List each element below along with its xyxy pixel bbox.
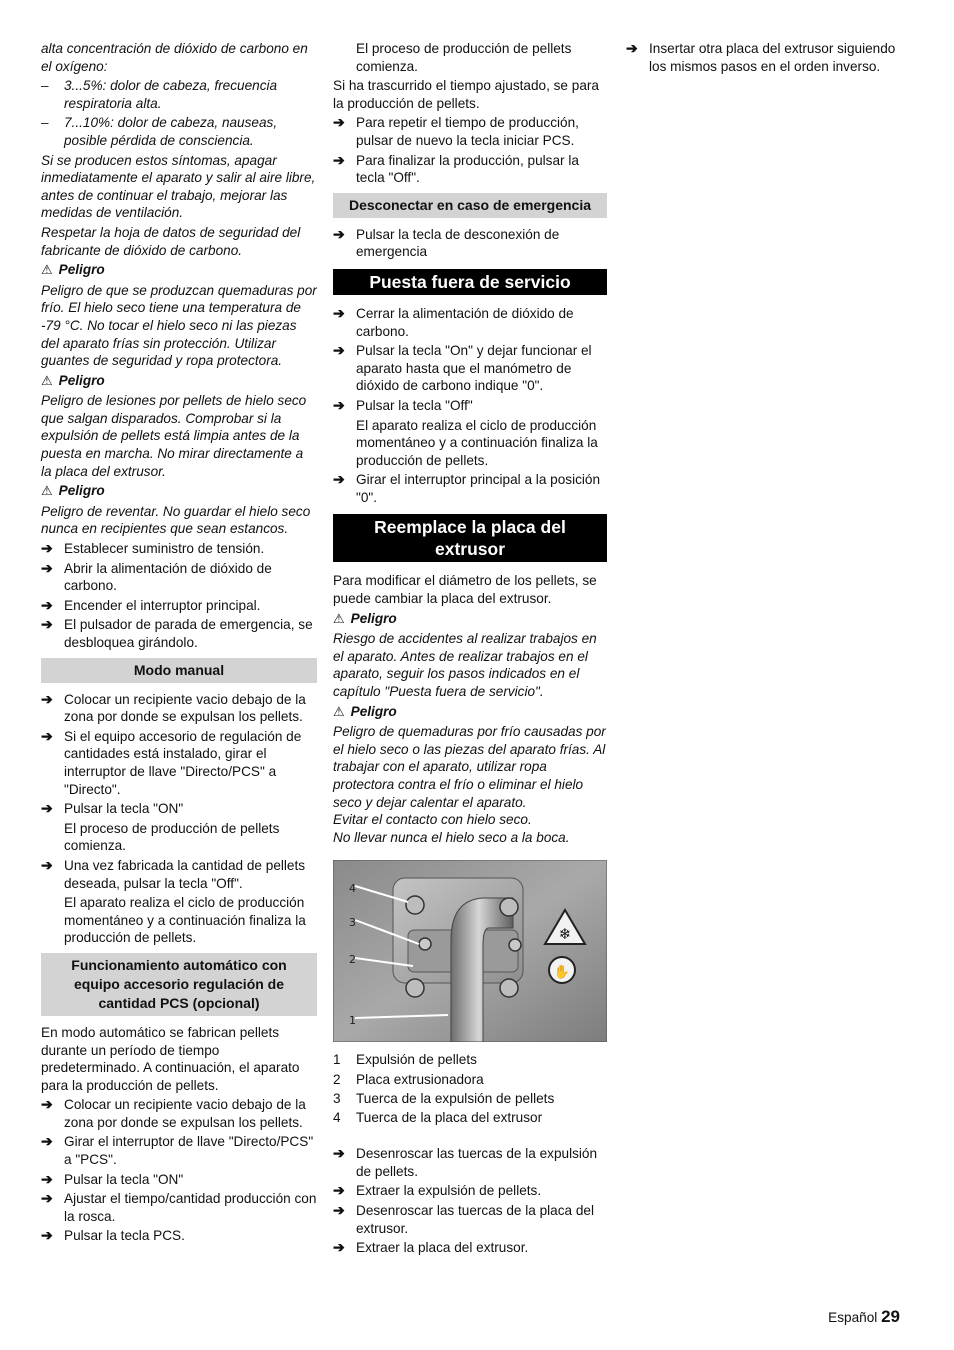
column-left — [41, 40, 317, 1247]
photo-label: 3 — [349, 916, 356, 930]
danger-text: Peligro de quemaduras por frío causadas por el hielo seco o las piezas del aparato frías. Al trabajar con el aparato, utilizar ropa protectora contra el frío o eliminar el hielo seco y dejar calentar el aparato. — [333, 724, 606, 810]
warning-triangle-icon: ⚠ — [41, 483, 53, 499]
arrow-right-icon: ➔ — [41, 616, 53, 633]
arrow-right-icon: ➔ — [333, 1239, 345, 1256]
svg-text:✋: ✋ — [553, 965, 571, 981]
step-item: ➔ Para finalizar la producción, pulsar la tecla "Off". — [333, 151, 579, 186]
step-item: ➔ Una vez fabricada la cantidad de pellets deseada, pulsar la tecla "Off". — [41, 856, 306, 891]
step-result: El proceso de producción de pellets comienza. — [64, 820, 280, 854]
step-item: ➔ Pulsar la tecla de desconexión de emergencia — [333, 225, 560, 260]
section-heading-auto: Funcionamiento automático con equipo accesorio regulación de cantidad PCS (opcional) — [41, 953, 317, 1016]
legend-item: 4 Tuerca de la placa del extrusor — [333, 1109, 543, 1125]
page-number: 29 — [881, 1307, 900, 1326]
arrow-right-icon: ➔ — [333, 342, 345, 359]
arrow-right-icon: ➔ — [41, 596, 53, 613]
step-item: ➔ Si el equipo accesorio de regulación de cantidades está instalado, girar el interruptor de llave "Directo/PCS" a "Directo". — [41, 727, 302, 797]
legend-item: 3 Tuerca de la expulsión de pellets — [333, 1090, 555, 1106]
step-result: El aparato realiza el ciclo de producción momentáneo y a continuación finaliza la producción de pellets. — [356, 417, 598, 468]
step-item: ➔ Pulsar la tecla "ON" — [41, 800, 184, 817]
arrow-right-icon: ➔ — [41, 727, 53, 744]
footer-language: Español — [828, 1310, 878, 1325]
arrow-right-icon: ➔ — [41, 1133, 53, 1150]
step-item: ➔ Pulsar la tecla PCS. — [41, 1227, 185, 1244]
step-item: ➔ Girar el interruptor principal a la posición "0". — [333, 471, 601, 505]
step-item: ➔ Pulsar la tecla "ON" — [41, 1170, 184, 1187]
step-item: ➔ Desenroscar las tuercas de la expulsión de pellets. — [333, 1145, 598, 1179]
step-item: ➔ El pulsador de parada de emergencia, se desbloquea girándolo. — [41, 616, 313, 650]
time-text: Si ha trascurrido el tiempo ajustado, se para la producción de pellets. — [333, 78, 599, 111]
arrow-right-icon: ➔ — [41, 690, 53, 707]
danger-extra: No llevar nunca el hielo seco a la boca. — [333, 829, 570, 845]
warning-triangle-icon: ⚠ — [41, 372, 53, 388]
step-item: ➔ Colocar un recipiente vacio debajo de la zona por donde se expulsan los pellets. — [41, 690, 306, 725]
step-item: ➔ Insertar otra placa del extrusor siguiendo los mismos pasos en el orden inverso. — [626, 40, 896, 74]
arrow-right-icon: ➔ — [41, 1227, 53, 1244]
auto-intro: En modo automático se fabrican pellets durante un período de tiempo predeterminado. A continuación, el aparato para la producción de pellets. — [41, 1024, 300, 1093]
arrow-right-icon: ➔ — [333, 225, 345, 242]
page-footer — [828, 1307, 900, 1327]
arrow-right-icon: ➔ — [333, 396, 345, 413]
danger-text: Riesgo de accidentes al realizar trabajos en el aparato. Antes de realizar trabajos en el aparato, seguir los pasos indicados en el capítulo "Puesta fuera de servicio". — [333, 631, 597, 700]
arrow-right-icon: ➔ — [41, 1096, 53, 1113]
step-item: ➔ Ajustar el tiempo/cantidad producción con la rosca. — [41, 1190, 317, 1224]
arrow-right-icon: ➔ — [41, 1190, 53, 1207]
danger-label: ⚠ Peligro — [41, 262, 105, 278]
step-item: ➔ Cerrar la alimentación de dióxido de carbono. — [333, 304, 574, 339]
step-result: El proceso de producción de pellets comienza. — [356, 41, 572, 74]
column-middle — [333, 40, 607, 1259]
step-item: ➔ Pulsar la tecla "Off" — [333, 396, 473, 413]
step-item: ➔ Desenroscar las tuercas de la placa del extrusor. — [333, 1201, 595, 1236]
section-heading-emergency: Desconectar en caso de emergencia — [333, 193, 607, 218]
arrow-right-icon: ➔ — [333, 114, 345, 131]
chapter-heading-replace: Reemplace la placa del extrusor — [333, 514, 607, 562]
replace-intro: Para modificar el diámetro de los pellets, se puede cambiar la placa del extrusor. — [333, 573, 597, 607]
step-result: El aparato realiza el ciclo de producción momentáneo y a continuación finaliza la producción de pellets. — [64, 895, 306, 946]
chapter-heading-shutdown: Puesta fuera de servicio — [333, 269, 607, 295]
step-item: ➔ Girar el interruptor de llave "Directo/PCS" a "PCS". — [41, 1133, 314, 1168]
photo-label: 4 — [349, 882, 356, 896]
step-item: ➔ Encender el interruptor principal. — [41, 596, 261, 613]
danger-label: ⚠ Peligro — [333, 610, 397, 626]
dash-item: – 7...10%: dolor de cabeza, nauseas, posible pérdida de consciencia. — [41, 115, 278, 148]
svg-text:❄: ❄ — [558, 925, 572, 944]
arrow-right-icon: ➔ — [333, 304, 345, 321]
arrow-right-icon: ➔ — [626, 40, 638, 56]
arrow-right-icon: ➔ — [41, 856, 53, 873]
photo-label: 1 — [349, 1014, 356, 1028]
step-item: ➔ Establecer suministro de tensión. — [41, 540, 265, 557]
warning-triangle-icon: ⚠ — [333, 610, 345, 626]
arrow-right-icon: ➔ — [41, 1170, 53, 1187]
step-item: ➔ Extraer la expulsión de pellets. — [333, 1182, 542, 1199]
arrow-right-icon: ➔ — [333, 1145, 345, 1162]
step-item: ➔ Extraer la placa del extrusor. — [333, 1239, 529, 1256]
arrow-right-icon: ➔ — [333, 1201, 345, 1218]
arrow-right-icon: ➔ — [41, 559, 53, 576]
arrow-right-icon: ➔ — [41, 800, 53, 817]
danger-text: Peligro de reventar. No guardar el hielo seco nunca en recipientes que sean estancos. — [41, 503, 311, 537]
column-right — [626, 40, 902, 77]
symptom-text: Si se producen estos síntomas, apagar inmediatamente el aparato y salir al aire libre, antes de continuar el trabajo, mejorar las medidas de ventilación. — [41, 152, 316, 221]
arrow-right-icon: ➔ — [333, 471, 345, 488]
warning-triangle-icon: ⚠ — [41, 262, 53, 278]
step-item: ➔ Colocar un recipiente vacio debajo de la zona por donde se expulsan los pellets. — [41, 1096, 306, 1130]
step-item: ➔ Abrir la alimentación de dióxido de carbono. — [41, 559, 272, 594]
danger-extra: Evitar el contacto con hielo seco. — [333, 812, 532, 828]
danger-label: ⚠ Peligro — [41, 372, 105, 388]
warning-triangle-icon: ⚠ — [333, 703, 345, 719]
intro-text: alta concentración de dióxido de carbono en el oxígeno: — [41, 41, 308, 74]
danger-label: ⚠ Peligro — [41, 483, 105, 499]
legend-item: 1 Expulsión de pellets — [333, 1052, 477, 1068]
section-heading-manual: Modo manual — [41, 658, 317, 683]
arrow-right-icon: ➔ — [41, 540, 53, 557]
danger-label: ⚠ Peligro — [333, 703, 397, 719]
step-item: ➔ Para repetir el tiempo de producción, pulsar de nuevo la tecla iniciar PCS. — [333, 114, 579, 148]
step-item: ➔ Pulsar la tecla "On" y dejar funcionar el aparato hasta que el manómetro de dióxido de carbono indique "0". — [333, 342, 592, 394]
danger-text: Peligro de que se produzcan quemaduras por frío. El hielo seco tiene una temperatura de -79 °C. No tocar el hielo seco ni las piezas del aparato frías sin protección. Utilizar guantes de seguridad y ropa protectora. — [41, 282, 317, 369]
arrow-right-icon: ➔ — [333, 151, 345, 168]
arrow-right-icon: ➔ — [333, 1182, 345, 1199]
legend-item: 2 Placa extrusionadora — [333, 1071, 484, 1087]
danger-text: Peligro de lesiones por pellets de hielo seco que salgan disparados. Comprobar si la expulsión de pellets está limpia antes de la puesta en marcha. No mirar directamente a la placa del extrusor. — [41, 393, 307, 479]
extruder-photo — [333, 860, 607, 1042]
safety-sheet-text: Respetar la hoja de datos de seguridad del fabricante de dióxido de carbono. — [41, 224, 301, 258]
dash-item: – 3...5%: dolor de cabeza, frecuencia respiratoria alta. — [41, 78, 278, 111]
photo-label: 2 — [349, 953, 356, 967]
